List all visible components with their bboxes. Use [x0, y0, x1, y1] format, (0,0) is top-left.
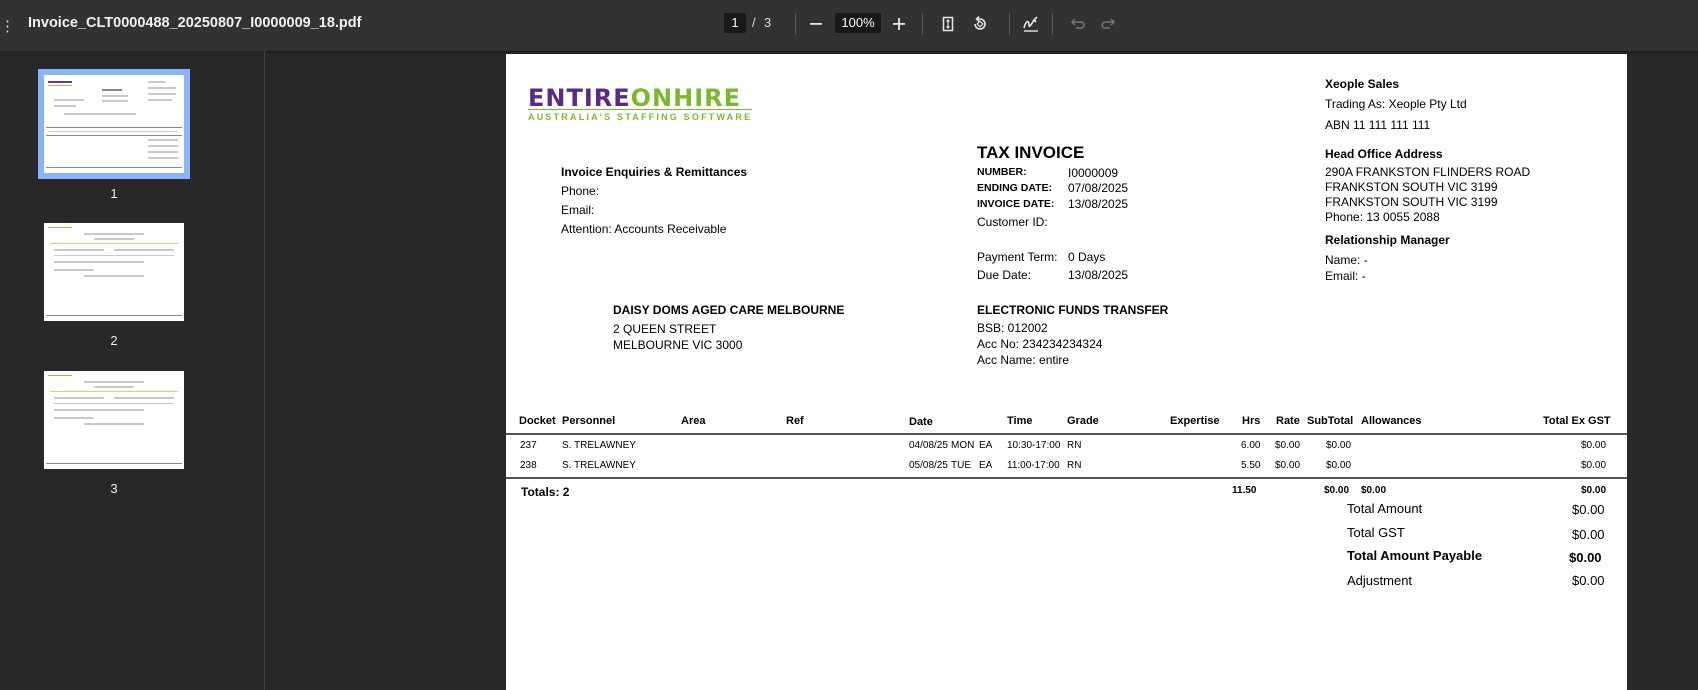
cell-hrs: 5.50	[1241, 460, 1261, 471]
attention-text: Attention: Accounts Receivable	[561, 222, 727, 236]
redo-icon	[1101, 16, 1117, 32]
col-header-date: Date	[909, 416, 933, 428]
cell-unit: EA	[979, 440, 993, 451]
fit-to-page-button[interactable]	[935, 11, 961, 37]
cell-date: 04/08/25	[909, 440, 948, 451]
undo-icon	[1069, 16, 1085, 32]
client-name: DAISY DOMS AGED CARE MELBOURNE	[613, 303, 845, 317]
page-number-input[interactable]: 1	[724, 13, 746, 33]
cell-hrs: 6.00	[1241, 440, 1261, 451]
plus-icon	[892, 17, 906, 31]
col-header-hrs: Hrs	[1242, 415, 1261, 427]
cell-docket: 238	[520, 460, 537, 471]
due-date: 13/08/2025	[1068, 268, 1129, 282]
cell-rate: $0.00	[1275, 440, 1301, 451]
page-thumbnail-3[interactable]	[44, 371, 184, 469]
ending-date-label: ENDING DATE:	[977, 182, 1053, 194]
col-header-personnel: Personnel	[562, 415, 616, 427]
office-phone: Phone: 13 0055 2088	[1325, 210, 1440, 224]
client-address-2: MELBOURNE VIC 3000	[613, 338, 743, 352]
toolbar-divider	[1009, 13, 1010, 35]
cell-total: $0.00	[1581, 460, 1607, 471]
cell-docket: 237	[520, 440, 537, 451]
account-name: Acc Name: entire	[977, 353, 1070, 367]
cell-time: 11:00-17:00	[1007, 460, 1060, 471]
thumbnail-sidebar	[0, 51, 265, 690]
company-name: Xeople Sales	[1325, 77, 1400, 91]
cell-day: TUE	[951, 460, 971, 471]
col-header-grade: Grade	[1067, 415, 1099, 427]
trading-as: Trading As: Xeople Pty Ltd	[1325, 97, 1467, 111]
col-header-total-ex-gst: Total Ex GST	[1543, 415, 1611, 427]
relationship-manager-title: Relationship Manager	[1325, 233, 1450, 247]
cell-day: MON	[951, 440, 975, 451]
address-line-2: FRANKSTON SOUTH VIC 3199	[1325, 180, 1498, 194]
summary-total-amount-label: Total Amount	[1347, 501, 1423, 516]
cell-personnel: S. TRELAWNEY	[562, 460, 636, 471]
payment-term: 0 Days	[1068, 250, 1106, 264]
summary-total-gst-value: $0.00	[1572, 527, 1605, 542]
enquiries-title: Invoice Enquiries & Remittances	[561, 165, 748, 179]
totals-allowances: $0.00	[1361, 485, 1387, 496]
summary-total-gst-label: Total GST	[1347, 525, 1405, 540]
rm-email: Email: -	[1325, 269, 1366, 283]
table-header-rule	[506, 433, 1627, 435]
email-label: Email:	[561, 203, 595, 217]
cell-total: $0.00	[1581, 440, 1607, 451]
cell-personnel: S. TRELAWNEY	[562, 440, 636, 451]
client-address-1: 2 QUEEN STREET	[613, 322, 717, 336]
col-header-allowances: Allowances	[1361, 415, 1422, 427]
toolbar-divider	[1052, 13, 1053, 35]
phone-label: Phone:	[561, 184, 600, 198]
zoom-in-button[interactable]	[886, 11, 912, 37]
rotate-icon	[971, 15, 989, 33]
head-office-title: Head Office Address	[1325, 147, 1443, 161]
cell-grade: RN	[1067, 460, 1082, 471]
totals-hrs: 11.50	[1232, 485, 1257, 496]
thumbnail-label: 2	[110, 333, 118, 348]
due-date-label: Due Date:	[977, 268, 1032, 282]
totals-subtotal: $0.00	[1324, 485, 1350, 496]
page-total: 3	[764, 15, 772, 30]
cell-grade: RN	[1067, 440, 1082, 451]
address-line-1: 290A FRANKSTON FLINDERS ROAD	[1325, 165, 1531, 179]
rotate-button[interactable]	[967, 11, 993, 37]
summary-adjustment-value: $0.00	[1572, 573, 1605, 588]
col-header-rate: Rate	[1276, 415, 1300, 427]
cell-unit: EA	[979, 460, 993, 471]
number-label: NUMBER:	[977, 166, 1027, 178]
summary-amount-payable-label: Total Amount Payable	[1347, 548, 1483, 563]
undo-button[interactable]	[1064, 11, 1090, 37]
totals-count: Totals: 2	[521, 485, 570, 499]
fit-page-icon	[940, 16, 956, 32]
col-header-ref: Ref	[786, 415, 804, 427]
cell-subtotal: $0.00	[1326, 460, 1352, 471]
col-header-subtotal: SubTotal	[1307, 415, 1354, 427]
redo-button[interactable]	[1096, 11, 1122, 37]
address-line-3: FRANKSTON SOUTH VIC 3199	[1325, 195, 1498, 209]
page-thumbnail-2[interactable]	[44, 223, 184, 321]
account-number: Acc No: 234234234324	[977, 337, 1103, 351]
toolbar-divider	[922, 13, 923, 35]
cell-date: 05/08/25	[909, 460, 948, 471]
cell-time: 10:30-17:00	[1007, 440, 1061, 451]
col-header-expertise: Expertise	[1170, 415, 1220, 427]
invoice-date: 13/08/2025	[1068, 197, 1129, 211]
col-header-docket: Docket	[519, 415, 556, 427]
draw-icon	[1022, 15, 1040, 33]
zoom-level-input[interactable]: 100%	[835, 13, 881, 33]
menu-icon[interactable]: ⋮	[0, 18, 15, 35]
thumbnail-label: 3	[110, 481, 118, 496]
summary-amount-payable-value: $0.00	[1569, 550, 1602, 565]
abn: ABN 11 111 111 111	[1325, 118, 1431, 132]
document-title: Invoice_CLT0000488_20250807_I0000009_18.pdf	[28, 15, 362, 31]
col-header-time: Time	[1007, 415, 1033, 427]
pdf-toolbar	[0, 0, 1698, 51]
page-thumbnail-1[interactable]	[44, 75, 184, 173]
minus-icon	[809, 17, 823, 31]
summary-adjustment-label: Adjustment	[1347, 573, 1413, 588]
toolbar-divider	[795, 13, 796, 35]
page-separator: /	[752, 15, 756, 30]
pdf-page	[506, 54, 1627, 690]
payment-term-label: Payment Term:	[977, 250, 1058, 264]
zoom-out-button[interactable]	[803, 11, 829, 37]
thumbnail-label: 1	[110, 186, 118, 201]
totals-total: $0.00	[1581, 485, 1607, 496]
rm-name: Name: -	[1325, 253, 1368, 267]
table-footer-rule	[506, 477, 1627, 479]
cell-rate: $0.00	[1275, 460, 1301, 471]
cell-subtotal: $0.00	[1326, 440, 1352, 451]
company-logo: ENTIREONHIRE	[528, 84, 742, 112]
logo-tagline: AUSTRALIA'S STAFFING SOFTWARE	[528, 109, 752, 122]
tax-invoice-heading: TAX INVOICE	[977, 143, 1085, 162]
ending-date: 07/08/2025	[1068, 181, 1129, 195]
bsb: BSB: 012002	[977, 321, 1048, 335]
invoice-date-label: INVOICE DATE:	[977, 198, 1055, 210]
col-header-area: Area	[681, 415, 706, 427]
customer-id-label: Customer ID:	[977, 215, 1048, 229]
invoice-number: I0000009	[1068, 166, 1119, 180]
eft-title: ELECTRONIC FUNDS TRANSFER	[977, 303, 1169, 317]
annotate-button[interactable]	[1018, 11, 1044, 37]
summary-total-amount-value: $0.00	[1572, 502, 1605, 517]
